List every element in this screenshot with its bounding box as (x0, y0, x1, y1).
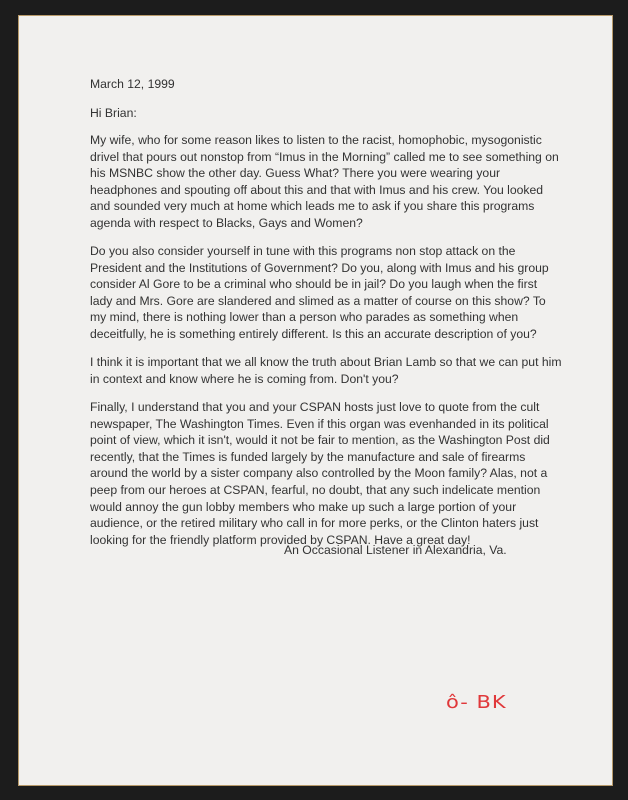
paragraph-line: my mind, there is nothing lower than a person who parades as something when (90, 310, 519, 325)
letter-signature: An Occasional Listener in Alexandria, Va. (284, 543, 507, 557)
paragraph-line: drivel that pours out nonstop from “Imus in the Morning” called me to see something on (90, 149, 559, 164)
paragraph-line: looking for the friendly platform provided by CSPAN. Have a great day! (90, 532, 471, 547)
paragraph-line: President and the Institutions of Government? Do you, along with Imus and his group (90, 260, 549, 275)
paragraph-line: consider Al Gore to be a criminal who should be in jail? Do you laugh when the first (90, 277, 538, 292)
paragraph-line: I think it is important that we all know the truth about Brian Lamb so that we can put him (90, 355, 562, 369)
handwritten-note: ô- BK (446, 691, 507, 713)
paragraph-line: newspaper, The Washington Times. Even if this organ was evenhanded in its political (90, 416, 549, 431)
letter-salutation: Hi Brian: (90, 106, 137, 120)
paragraph-line: lady and Mrs. Gore are slandered and slimed as a matter of course on this show? To (90, 293, 546, 308)
paragraph-line: and sounded very much at home which leads me to ask if you share this programs (90, 199, 535, 214)
paragraph-line: point of view, which it isn't, would it not be fair to mention, as the Washington Post did (90, 433, 550, 448)
paragraph-1 (90, 132, 559, 232)
paragraph-line: deceitfully, he is something entirely different. Is this an accurate description of you? (90, 326, 537, 341)
paragraph-line: audience, or the retired military who call in for more perks, or the Clinton haters just (90, 516, 539, 531)
letter-date: March 12, 1999 (90, 77, 175, 91)
paragraph-line: would annoy the gun lobby members who make up such a large portion of your (90, 499, 517, 514)
paragraph-line: around the world by a sister company also controlled by the Moon family? Alas, not a (90, 466, 548, 481)
paragraph-line: Finally, I understand that you and your CSPAN hosts just love to quote from the cult (90, 400, 540, 414)
paragraph-line: in context and know where he is coming from. Don't you? (90, 371, 399, 386)
paragraph-line: headphones and spouting off about this and that with Imus and his crew. You looked (90, 182, 544, 197)
paragraph-line: agenda with respect to Blacks, Gays and Women? (90, 215, 363, 230)
paragraph-2 (90, 243, 549, 343)
paragraph-line: peep from our heroes at CSPAN, fearful, no doubt, that any such indelicate mention (90, 482, 541, 497)
paragraph-line: My wife, who for some reason likes to listen to the racist, homophobic, mysogonistic (90, 133, 542, 147)
paragraph-line: recently, that the Times is funded largely by the manufacture and sale of firearms (90, 449, 526, 464)
paragraph-4 (90, 399, 550, 548)
paragraph-line: Do you also consider yourself in tune with this programs non stop attack on the (90, 244, 516, 258)
paragraph-line: his MSNBC show the other day. Guess What? There you were wearing your (90, 166, 501, 181)
paragraph-3 (90, 354, 562, 387)
